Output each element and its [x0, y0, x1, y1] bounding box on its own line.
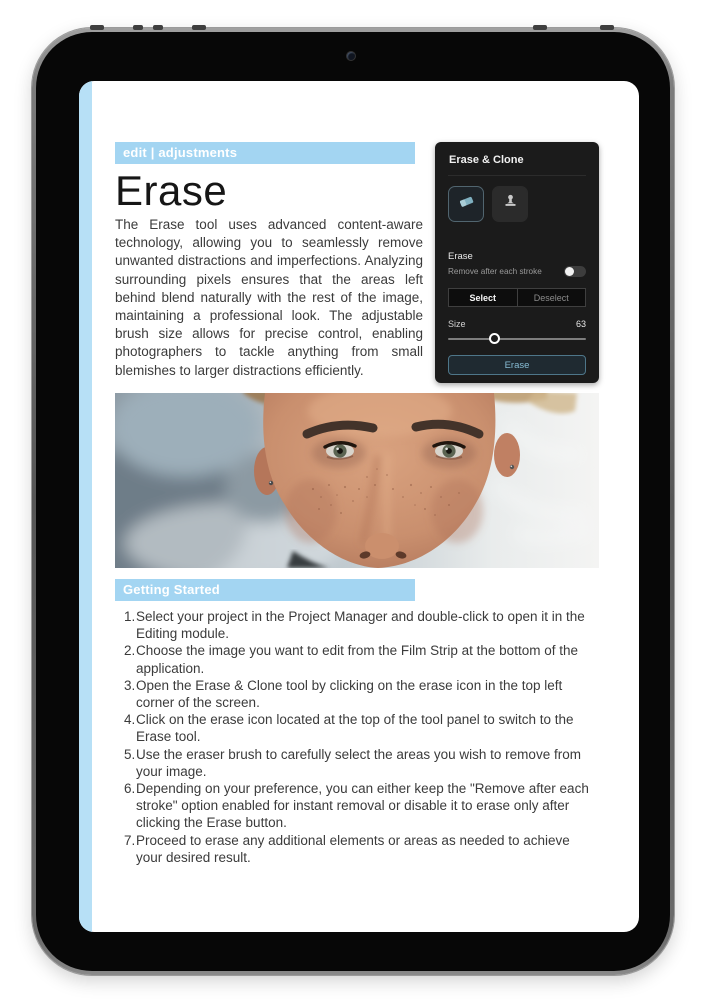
getting-started-banner: Getting Started — [115, 579, 415, 601]
eraser-tool-button[interactable] — [448, 186, 484, 222]
select-button[interactable]: Select — [449, 289, 518, 306]
deselect-button[interactable]: Deselect — [533, 292, 569, 303]
tablet-screen — [79, 81, 639, 932]
remove-after-stroke-label: Remove after each stroke — [448, 267, 542, 276]
step-item-4: Click on the erase icon located at the top of the tool panel to switch to the Erase tool. — [136, 712, 574, 745]
step-item-1: Select your project in the Project Manager and double-click to open it in the Editing module. — [136, 609, 585, 642]
erase-section-label: Erase — [448, 251, 473, 262]
tablet-bezel — [36, 32, 670, 971]
tool-selector-row — [448, 186, 586, 222]
slider-thumb[interactable] — [489, 333, 500, 344]
steps-list — [124, 608, 599, 866]
eraser-icon — [458, 193, 475, 215]
front-camera — [346, 51, 356, 61]
size-value: 63 — [575, 319, 586, 329]
remove-after-stroke-toggle[interactable] — [564, 266, 586, 277]
step-item-7: Proceed to erase any additional elements or areas as needed to achieve your desired result. — [136, 832, 570, 865]
size-label: Size — [448, 319, 466, 329]
step-item-3: Open the Erase & Clone tool by clicking on the erase icon in the top left corner of the screen. — [136, 677, 563, 711]
remove-after-stroke-row — [448, 266, 586, 277]
power-button[interactable] — [600, 25, 614, 30]
tool-panel — [435, 142, 599, 383]
size-row — [448, 319, 586, 329]
size-slider[interactable] — [448, 333, 586, 344]
document-page — [115, 142, 599, 866]
clone-tool-button[interactable] — [492, 186, 528, 222]
category-banner: edit | adjustments — [115, 142, 415, 164]
tool-panel-title: Erase & Clone — [448, 150, 586, 176]
page-title: Erase — [115, 167, 228, 214]
accent-stripe — [79, 81, 92, 932]
step-item-5: Use the eraser brush to carefully select the areas you wish to remove from your image. — [136, 746, 581, 779]
toggle-knob — [565, 267, 574, 276]
top-button-1[interactable] — [90, 25, 104, 30]
intro-paragraph: The Erase tool uses advanced content-aware technology, allowing you to seamlessly remove unwanted distractions and imperfections. Analyzing surrounding pixels ensures that the areas left behind blend naturally with the rest of the image, maintaining a professional look. The adjustable brush size allows for precise control, enabling photographers to tackle anything from small blemishes to larger distractions efficiently. — [115, 217, 423, 378]
clone-stamp-icon — [503, 194, 518, 214]
select-mode-group — [448, 288, 586, 307]
erase-button[interactable]: Erase — [448, 355, 586, 375]
slider-track — [448, 338, 586, 340]
volume-down-button[interactable] — [153, 25, 163, 30]
portrait-photo — [115, 393, 599, 568]
top-button-3[interactable] — [533, 25, 547, 30]
volume-up-button[interactable] — [133, 25, 143, 30]
top-button-2[interactable] — [192, 25, 206, 30]
step-item-6: Depending on your preference, you can either keep the "Remove after each stroke" option enabled for instant removal or disable it to erase only after clicking the Erase button. — [136, 781, 589, 831]
tablet-frame — [32, 28, 674, 975]
step-item-2: Choose the image you want to edit from the Film Strip at the bottom of the application. — [136, 643, 578, 676]
